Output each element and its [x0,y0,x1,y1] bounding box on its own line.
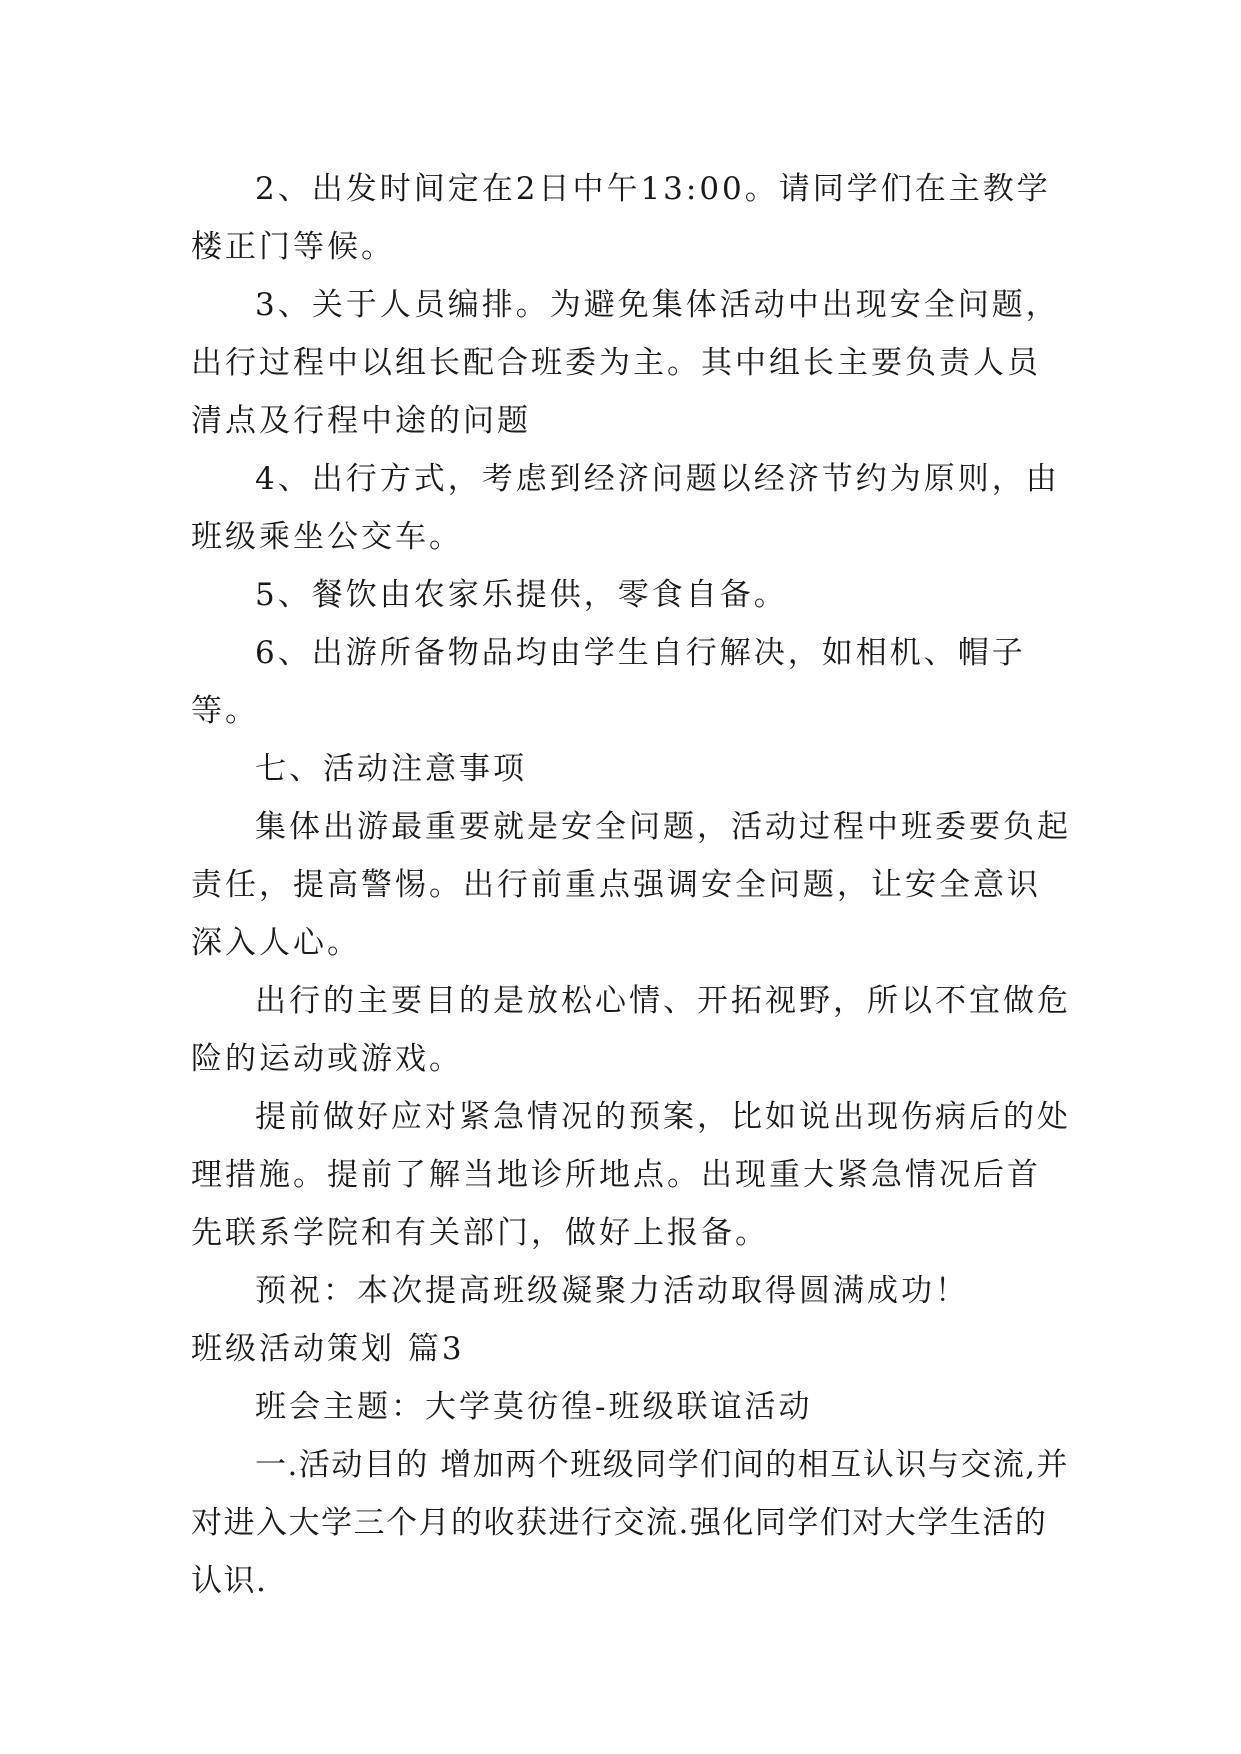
paragraph-purpose: 出行的主要目的是放松心情、开拓视野，所以不宜做危险的运动或游戏。 [191,983,1071,1077]
paragraph-departure-time: 2、出发时间定在2日中午13:00。请同学们在主教学楼正门等候。 [191,171,1051,265]
paragraph-meeting-theme: 班会主题：大学莫彷徨-班级联谊活动 [255,1389,813,1425]
paragraph-wishes: 预祝：本次提高班级凝聚力活动取得圆满成功！ [255,1273,969,1309]
section-title-plan-3: 班级活动策划 篇3 [191,1331,465,1367]
paragraph-activity-goal: 一.活动目的 增加两个班级同学们间的相互认识与交流,并对进入大学三个月的收获进行交流.强化同学们对大学生活的认识. [191,1447,1070,1599]
paragraph-catering: 5、餐饮由农家乐提供，零食自备。 [255,577,788,613]
paragraph-supplies: 6、出游所备物品均由学生自行解决，如相机、帽子等。 [191,635,1026,729]
document-body [191,160,1071,1610]
paragraph-safety: 集体出游最重要就是安全问题，活动过程中班委要负起责任，提高警惕。出行前重点强调安全问题，让安全意识深入人心。 [191,809,1071,961]
paragraph-travel-mode: 4、出行方式，考虑到经济问题以经济节约为原则，由班级乘坐公交车。 [191,461,1060,555]
section-heading-precautions: 七、活动注意事项 [255,751,527,787]
paragraph-emergency-plan: 提前做好应对紧急情况的预案，比如说出现伤病后的处理措施。提前了解当地诊所地点。出现重大紧急情况后首先联系学院和有关部门，做好上报备。 [191,1099,1071,1251]
paragraph-staff-arrangement: 3、关于人员编排。为避免集体活动中出现安全问题，出行过程中以组长配合班委为主。其中组长主要负责人员清点及行程中途的问题 [191,287,1060,439]
